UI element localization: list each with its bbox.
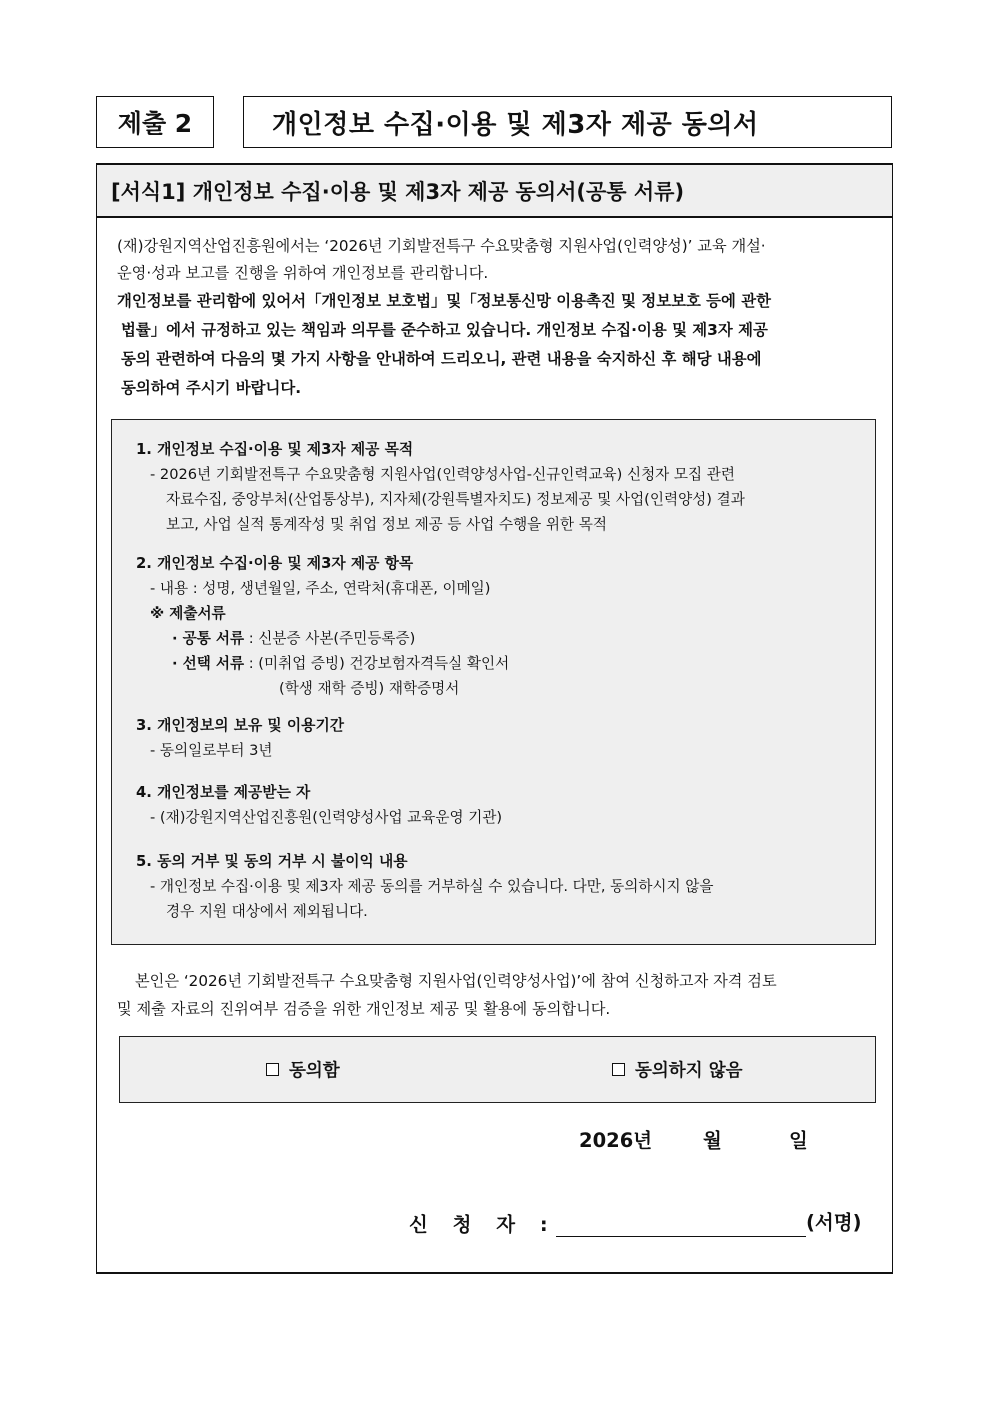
optional-docs-value: (학생 재학 증빙) 재학증명서 <box>279 680 460 697</box>
submission-docs-note: ※ 제출서류 <box>150 605 226 622</box>
section-5-text: 경우 지원 대상에서 제외됩니다. <box>166 903 368 920</box>
consent-options <box>119 1036 876 1103</box>
optional-docs-value: : (미취업 증빙) 건강보험자격득실 확인서 <box>244 655 510 672</box>
section-3-text: - 동의일로부터 3년 <box>150 742 273 759</box>
optional-docs-row <box>172 654 509 674</box>
disagree-label: 동의하지 않음 <box>635 1061 743 1081</box>
agree-label: 동의함 <box>289 1061 340 1081</box>
privacy-info-box <box>111 419 876 945</box>
section-2-text: - 내용 : 성명, 생년월일, 주소, 연락처(휴대폰, 이메일) <box>150 580 491 597</box>
date-day: 일 <box>789 1129 808 1152</box>
intro-text-line: (재)강원지역산업진흥원에서는 ‘2026년 기회발전특구 수요맞춤형 지원사업(인력양성)’ 교육 개설· <box>117 237 766 255</box>
section-1-text: - 2026년 기회발전특구 수요맞춤형 지원사업(인력양성사업-신규인력교육) 신청자 모집 관련 <box>150 466 735 483</box>
disagree-option[interactable] <box>612 1037 743 1102</box>
form-title: [서식1] 개인정보 수집·이용 및 제3자 제공 동의서(공통 서류) <box>97 165 892 218</box>
date-month: 월 <box>703 1129 722 1152</box>
consent-statement: 및 제출 자료의 진위여부 검증을 위한 개인정보 제공 및 활용에 동의합니다. <box>117 1000 611 1018</box>
section-4-text: - (재)강원지역산업진흥원(인력양성사업 교육운영 기관) <box>150 809 503 826</box>
section-1-text: 보고, 사업 실적 통계작성 및 취업 정보 제공 등 사업 수행을 위한 목적 <box>166 516 607 533</box>
section-3-title: 3. 개인정보의 보유 및 이용기간 <box>136 717 345 734</box>
section-1-text: 자료수집, 중앙부처(산업통상부), 지자체(강원특별자치도) 정보제공 및 사업(인력양성) 결과 <box>166 491 745 508</box>
agree-checkbox[interactable] <box>266 1063 279 1076</box>
section-5-title: 5. 동의 거부 및 동의 거부 시 불이익 내용 <box>136 853 408 870</box>
section-5-text: - 개인정보 수집·이용 및 제3자 제공 동의를 거부하실 수 있습니다. 다만, 동의하시지 않을 <box>150 878 714 895</box>
disagree-checkbox[interactable] <box>612 1063 625 1076</box>
date-year: 2026년 <box>579 1129 653 1152</box>
intro-bold-line: 동의하여 주시기 바랍니다. <box>121 379 302 397</box>
agree-option[interactable] <box>266 1037 340 1102</box>
intro-bold-line: 법률」에서 규정하고 있는 책임과 의무를 준수하고 있습니다. 개인정보 수집·이용 및 제3자 제공 <box>121 321 768 339</box>
consent-form <box>96 163 893 1274</box>
section-2-title: 2. 개인정보 수집·이용 및 제3자 제공 항목 <box>136 555 414 572</box>
intro-bold-line: 동의 관련하여 다음의 몇 가지 사항을 안내하여 드리오니, 관련 내용을 숙지하신 후 해당 내용에 <box>121 350 762 368</box>
intro-text-line: 운영·성과 보고를 진행을 위하여 개인정보를 관리합니다. <box>117 264 489 282</box>
signature-suffix: (서명) <box>806 1211 862 1234</box>
submit-number-label: 제출 2 <box>96 96 214 148</box>
intro-bold-line: 개인정보를 관리함에 있어서「개인정보 보호법」및「정보통신망 이용촉진 및 정보보호 등에 관한 <box>117 292 771 310</box>
common-docs-row <box>172 629 415 649</box>
optional-docs-label: · 선택 서류 <box>172 655 245 672</box>
document-title: 개인정보 수집·이용 및 제3자 제공 동의서 <box>243 96 892 148</box>
common-docs-label: · 공통 서류 <box>172 630 245 647</box>
applicant-label: 신 청 자 : <box>409 1213 557 1236</box>
consent-statement: 본인은 ‘2026년 기회발전특구 수요맞춤형 지원사업(인력양성사업)’에 참여 신청하고자 자격 검토 <box>135 972 777 990</box>
signature-field[interactable] <box>556 1236 806 1237</box>
section-4-title: 4. 개인정보를 제공받는 자 <box>136 784 311 801</box>
section-1-title: 1. 개인정보 수집·이용 및 제3자 제공 목적 <box>136 441 414 458</box>
common-docs-value: : 신분증 사본(주민등록증) <box>244 630 416 647</box>
